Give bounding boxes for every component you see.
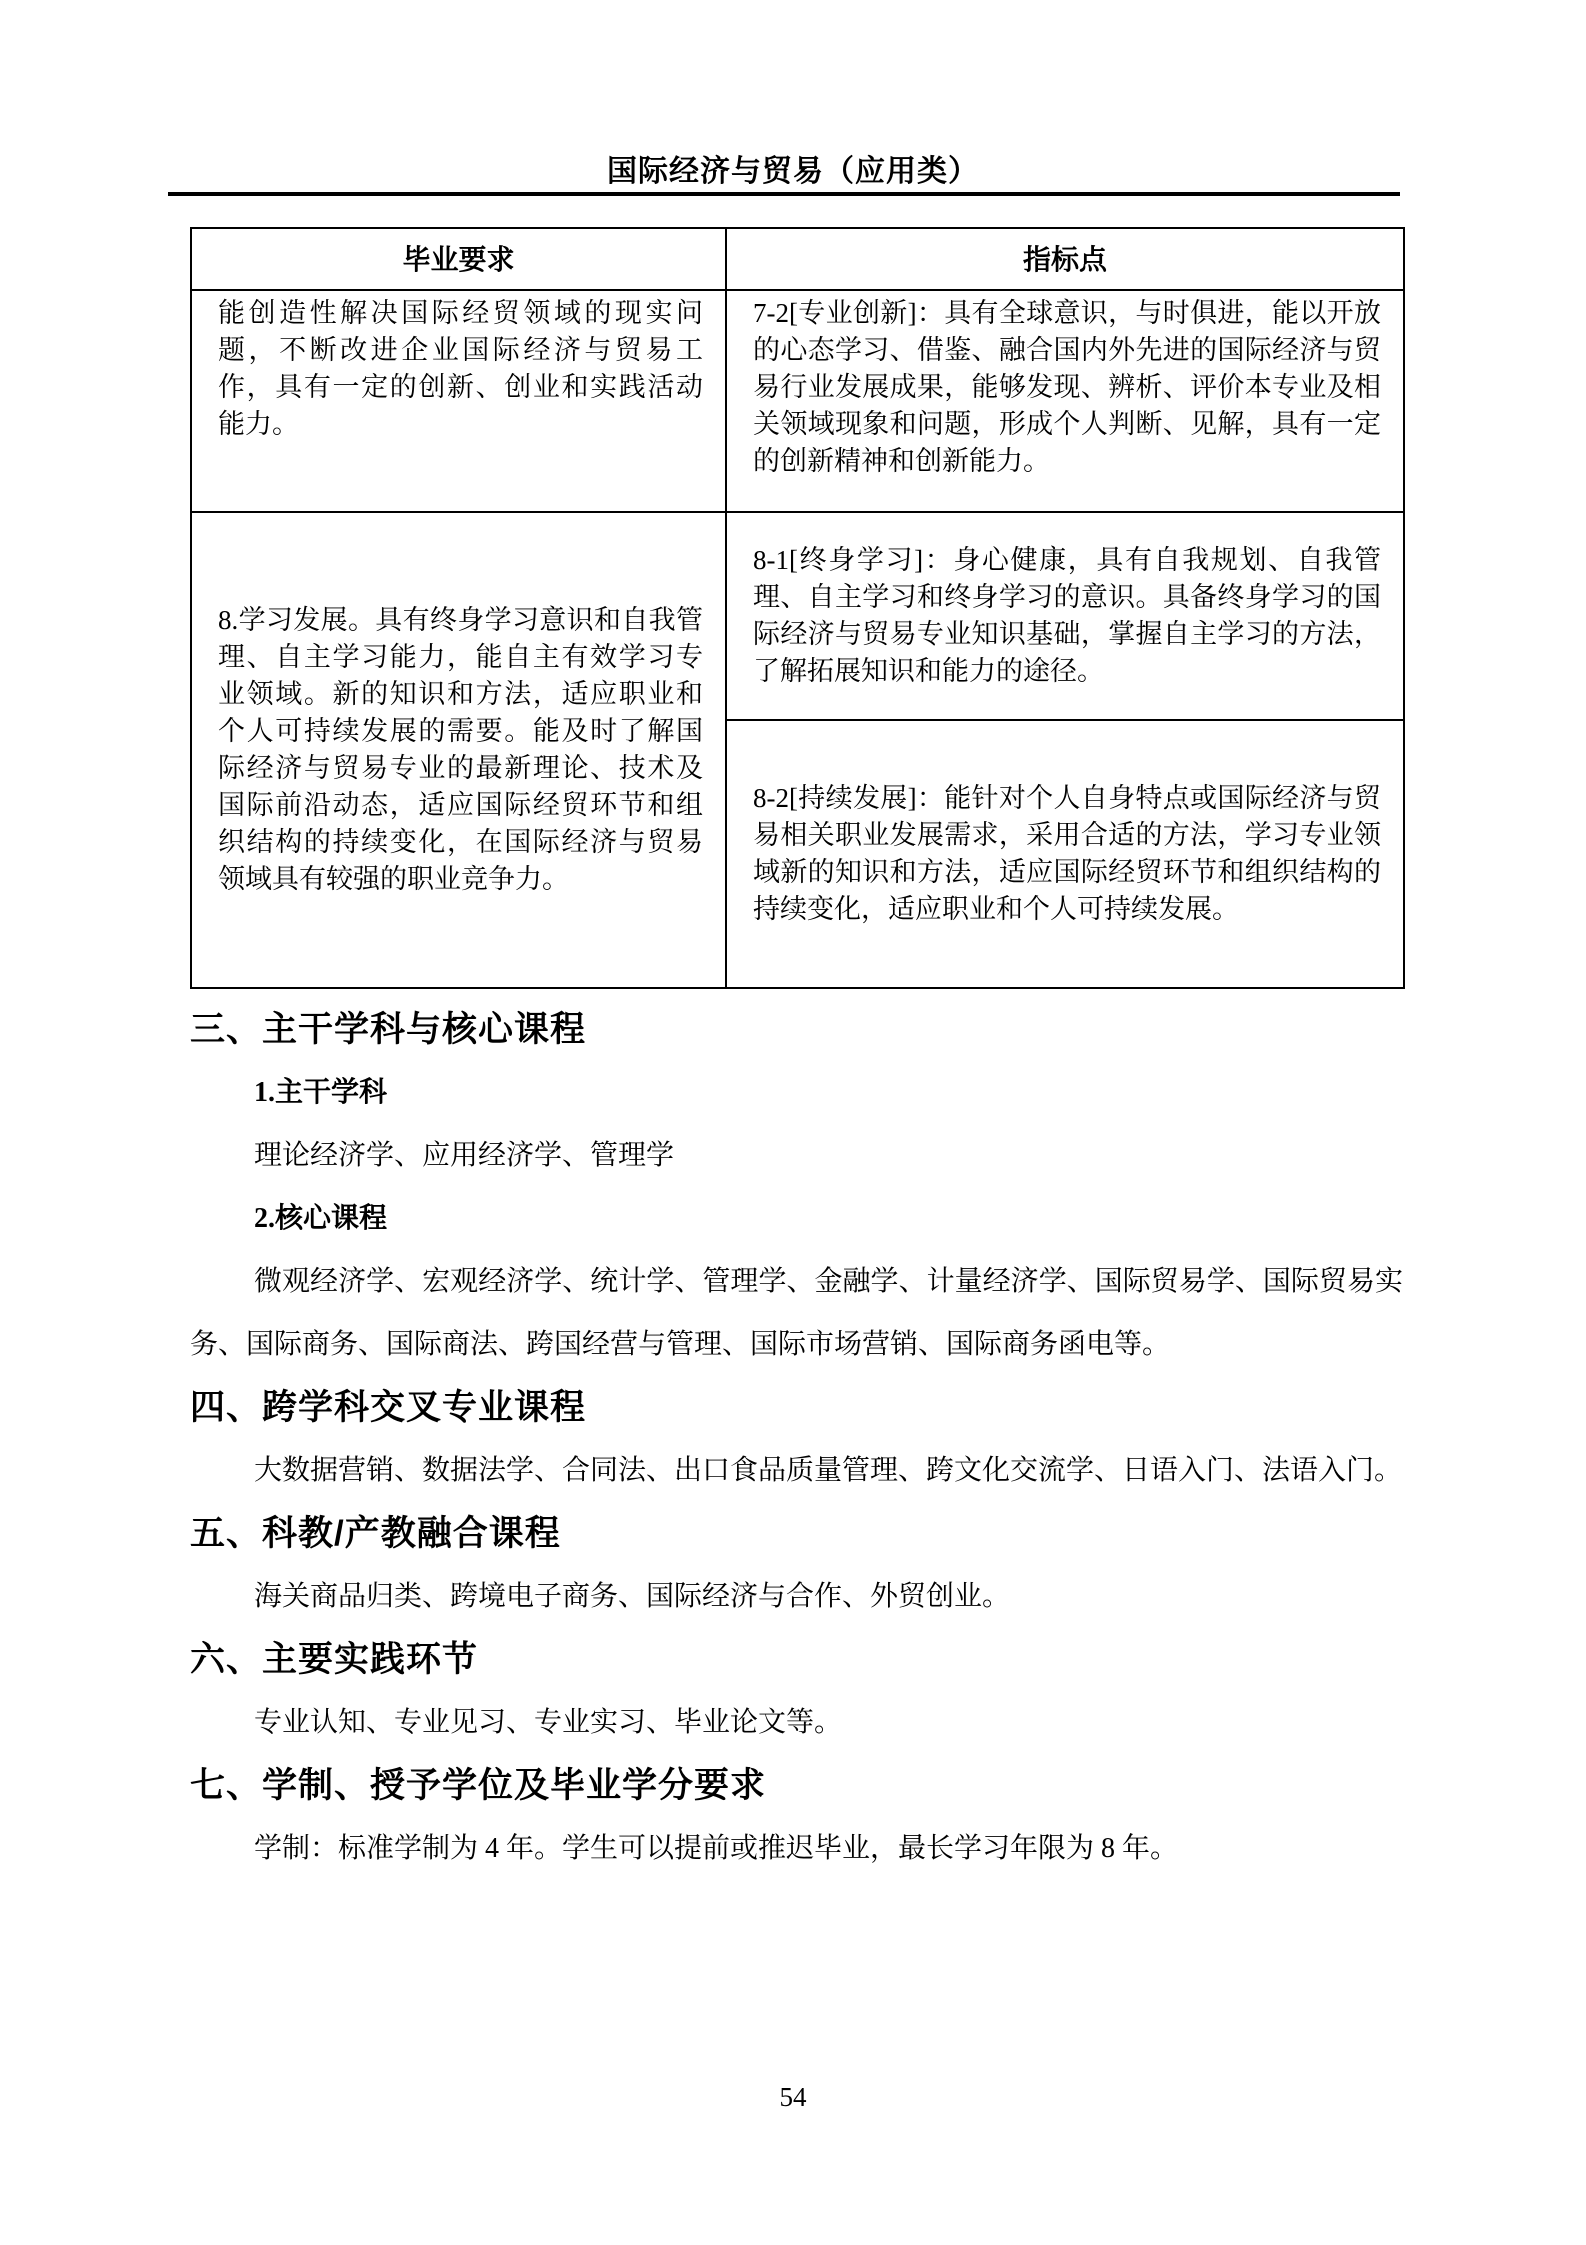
indicator-cell-7-2: 7-2[专业创新]：具有全球意识，与时俱进，能以开放的心态学习、借鉴、融合国内外先进的国际经济与贸易行业发展成果，能够发现、辨析、评价本专业及相关领域现象和问题，形成个人判断、见解，具有一定的创新精神和创新能力。 bbox=[726, 290, 1404, 512]
subsection-heading-core-courses: 2.核心课程 bbox=[254, 1203, 388, 1234]
subsection-heading-main-disciplines: 1.主干学科 bbox=[254, 1077, 388, 1108]
paragraph-interdisciplinary-courses: 大数据营销、数据法学、合同法、出口食品质量管理、跨文化交流学、日语入门、法语入门。 bbox=[254, 1455, 1403, 1486]
paragraph-core-courses: 微观经济学、宏观经济学、统计学、管理学、金融学、计量经济学、国际贸易学、国际贸易实务、国际商务、国际商法、跨国经营与管理、国际市场营销、国际商务函电等。 bbox=[190, 1266, 1403, 1360]
indicator-cell-8-2: 8-2[持续发展]：能针对个人自身特点或国际经济与贸易相关职业发展需求，采用合适的方法，学习专业领域新的知识和方法，适应国际经贸环节和组织结构的持续变化，适应职业和个人可持续发展。 bbox=[726, 720, 1404, 988]
section-heading-5: 五、科教/产教融合课程 bbox=[190, 1514, 561, 1553]
requirement-cell-8: 8.学习发展。具有终身学习意识和自我管理、自主学习能力，能自主有效学习专业领域。新的知识和方法，适应职业和个人可持续发展的需要。能及时了解国际经济与贸易专业的最新理论、技术及国际前沿动态，适应国际经贸环节和组织结构的持续变化，在国际经济与贸易领域具有较强的职业竞争力。 bbox=[191, 512, 726, 988]
page-title: 国际经济与贸易（应用类） bbox=[607, 155, 979, 188]
table-row bbox=[191, 290, 1404, 512]
paragraph-main-disciplines: 理论经济学、应用经济学、管理学 bbox=[254, 1140, 675, 1171]
section-heading-4: 四、跨学科交叉专业课程 bbox=[190, 1388, 587, 1427]
table-row bbox=[191, 512, 1404, 720]
paragraph-practice-links: 专业认知、专业见习、专业实习、毕业论文等。 bbox=[254, 1707, 843, 1738]
paragraph-integration-courses: 海关商品归类、跨境电子商务、国际经济与合作、外贸创业。 bbox=[254, 1581, 1011, 1612]
col-header-indicator-points: 指标点 bbox=[726, 228, 1404, 290]
page-number: 54 bbox=[779, 2082, 807, 2112]
requirements-table bbox=[190, 227, 1405, 989]
section-heading-6: 六、主要实践环节 bbox=[190, 1640, 479, 1679]
table-header-row bbox=[191, 228, 1404, 290]
section-heading-7: 七、学制、授予学位及毕业学分要求 bbox=[190, 1766, 767, 1805]
document-body bbox=[190, 998, 1403, 1880]
requirement-cell-7: 能创造性解决国际经贸领域的现实问题，不断改进企业国际经济与贸易工作，具有一定的创新、创业和实践活动能力。 bbox=[191, 290, 726, 512]
indicator-cell-8-1: 8-1[终身学习]：身心健康，具有自我规划、自我管理、自主学习和终身学习的意识。具备终身学习的国际经济与贸易专业知识基础，掌握自主学习的方法，了解拓展知识和能力的途径。 bbox=[726, 512, 1404, 720]
col-header-graduation-requirements: 毕业要求 bbox=[191, 228, 726, 290]
paragraph-schooling-system: 学制：标准学制为 4 年。学生可以提前或推迟毕业，最长学习年限为 8 年。 bbox=[254, 1833, 1179, 1864]
section-heading-3: 三、主干学科与核心课程 bbox=[190, 1010, 587, 1049]
title-rule bbox=[168, 192, 1400, 196]
